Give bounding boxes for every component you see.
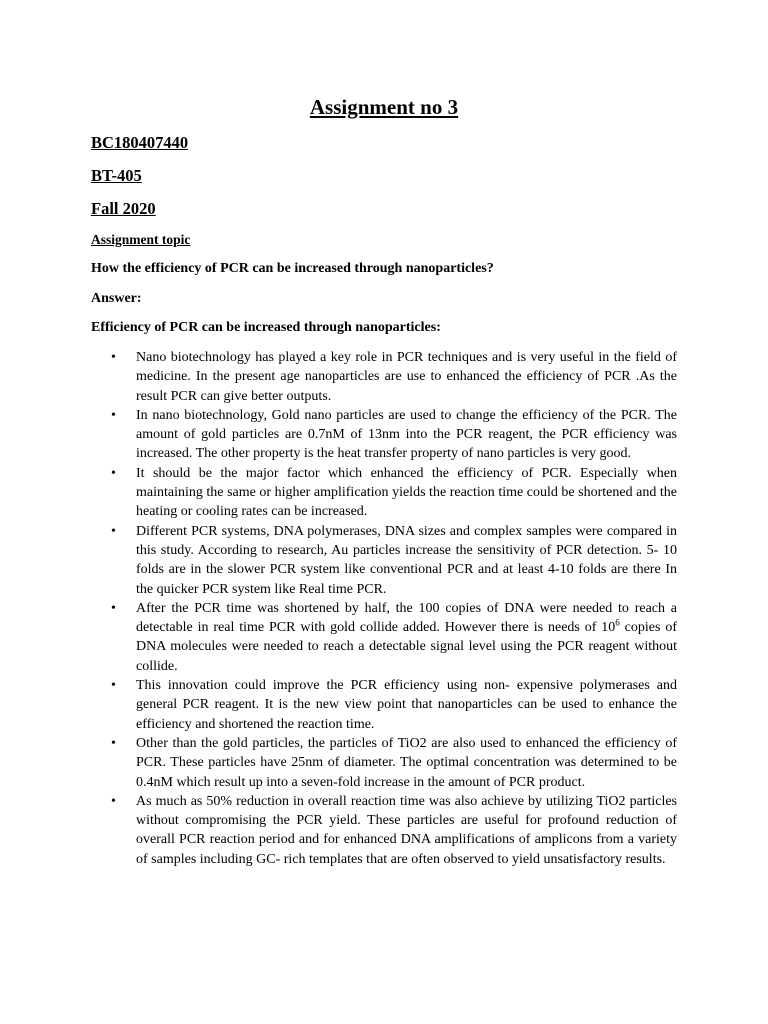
- bullet-item: [91, 464, 677, 522]
- bullet-text: [136, 601, 677, 674]
- bullet-icon: •: [111, 465, 116, 481]
- bullet-text: Different PCR systems, DNA polymerases, DNA sizes and complex samples were compared in this study. According to research, Au particles increase the sensitivity of PCR detection. 5- 10 folds are in the slower PCR system like conventional PCR and at least 4-10 folds are there In the quicker PCR system like Real time PCR.: [136, 523, 677, 597]
- answer-label: Answer:: [91, 291, 142, 306]
- bullet-icon: •: [111, 735, 116, 751]
- bullet-item: [91, 792, 677, 869]
- bullet-text-after: copies of DNA molecules were needed to reach a detectable signal level using the PCR reagent without collide.: [136, 620, 677, 674]
- bullet-item: [91, 406, 677, 464]
- bullet-item: [91, 734, 677, 792]
- bullet-text: In nano biotechnology, Gold nano particles are used to change the efficiency of the PCR. The amount of gold particles are 0.7nM of 13nm into the PCR reagent, the PCR efficiency was increased. The other property is the heat transfer property of nano particles is very good.: [136, 407, 677, 462]
- bullet-icon: •: [111, 523, 116, 539]
- bullet-item: [91, 348, 677, 406]
- section-heading: Efficiency of PCR can be increased through nanoparticles:: [91, 320, 441, 335]
- bullet-item: [91, 522, 677, 599]
- bullet-text: Nano biotechnology has played a key role in PCR techniques and is very useful in the field of medicine. In the present age nanoparticles are use to enhanced the efficiency of PCR .As the result PCR can give better outputs.: [136, 350, 677, 404]
- bullet-icon: •: [111, 600, 116, 616]
- document-title: Assignment no 3: [309, 95, 459, 119]
- course-code: BT-405: [91, 166, 142, 185]
- question-text: How the efficiency of PCR can be increased through nanoparticles?: [91, 261, 494, 276]
- bullet-icon: •: [111, 793, 116, 809]
- term: Fall 2020: [91, 199, 156, 218]
- bullet-text-before: After the PCR time was shortened by half, the 100 copies of DNA were needed to reach a detectable in real time PCR with gold collide added. However there is needs of 10: [136, 600, 677, 636]
- bullet-icon: •: [111, 678, 116, 694]
- superscript-exponent: 6: [615, 617, 620, 628]
- bullet-text: Other than the gold particles, the particles of TiO2 are also used to enhanced the efficiency of PCR. These particles have 25nm of diameter. The optimal concentration was determined to be 0.4nM which result up into a seven-fold increase in the amount of PCR product.: [136, 735, 677, 790]
- bullet-text: It should be the major factor which enhanced the efficiency of PCR. Especially when maintaining the same or higher amplification yields the reaction time could be shortened and the heating or cooling rates can be increased.: [136, 465, 677, 520]
- bullet-icon: •: [111, 407, 116, 423]
- bullet-text: This innovation could improve the PCR efficiency using non- expensive polymerases and general PCR reagent. It is the new view point that nanoparticles can be used to enhance the efficiency and shortened the reaction time.: [136, 678, 677, 732]
- bullet-item: [91, 676, 677, 734]
- student-id: BC180407440: [91, 133, 189, 152]
- bullet-item: [91, 599, 677, 676]
- bullet-icon: •: [111, 350, 116, 365]
- topic-label: Assignment topic: [91, 232, 191, 247]
- bullet-list: [91, 348, 677, 869]
- bullet-text: As much as 50% reduction in overall reaction time was also achieve by utilizing TiO2 particles without compromising the PCR yield. These particles are useful for profound reduction of overall PCR reaction period and for enhanced DNA amplifications of amplicons from a variety of samples including GC- rich templates that are often observed to yield unsatisfactory results.: [136, 793, 677, 867]
